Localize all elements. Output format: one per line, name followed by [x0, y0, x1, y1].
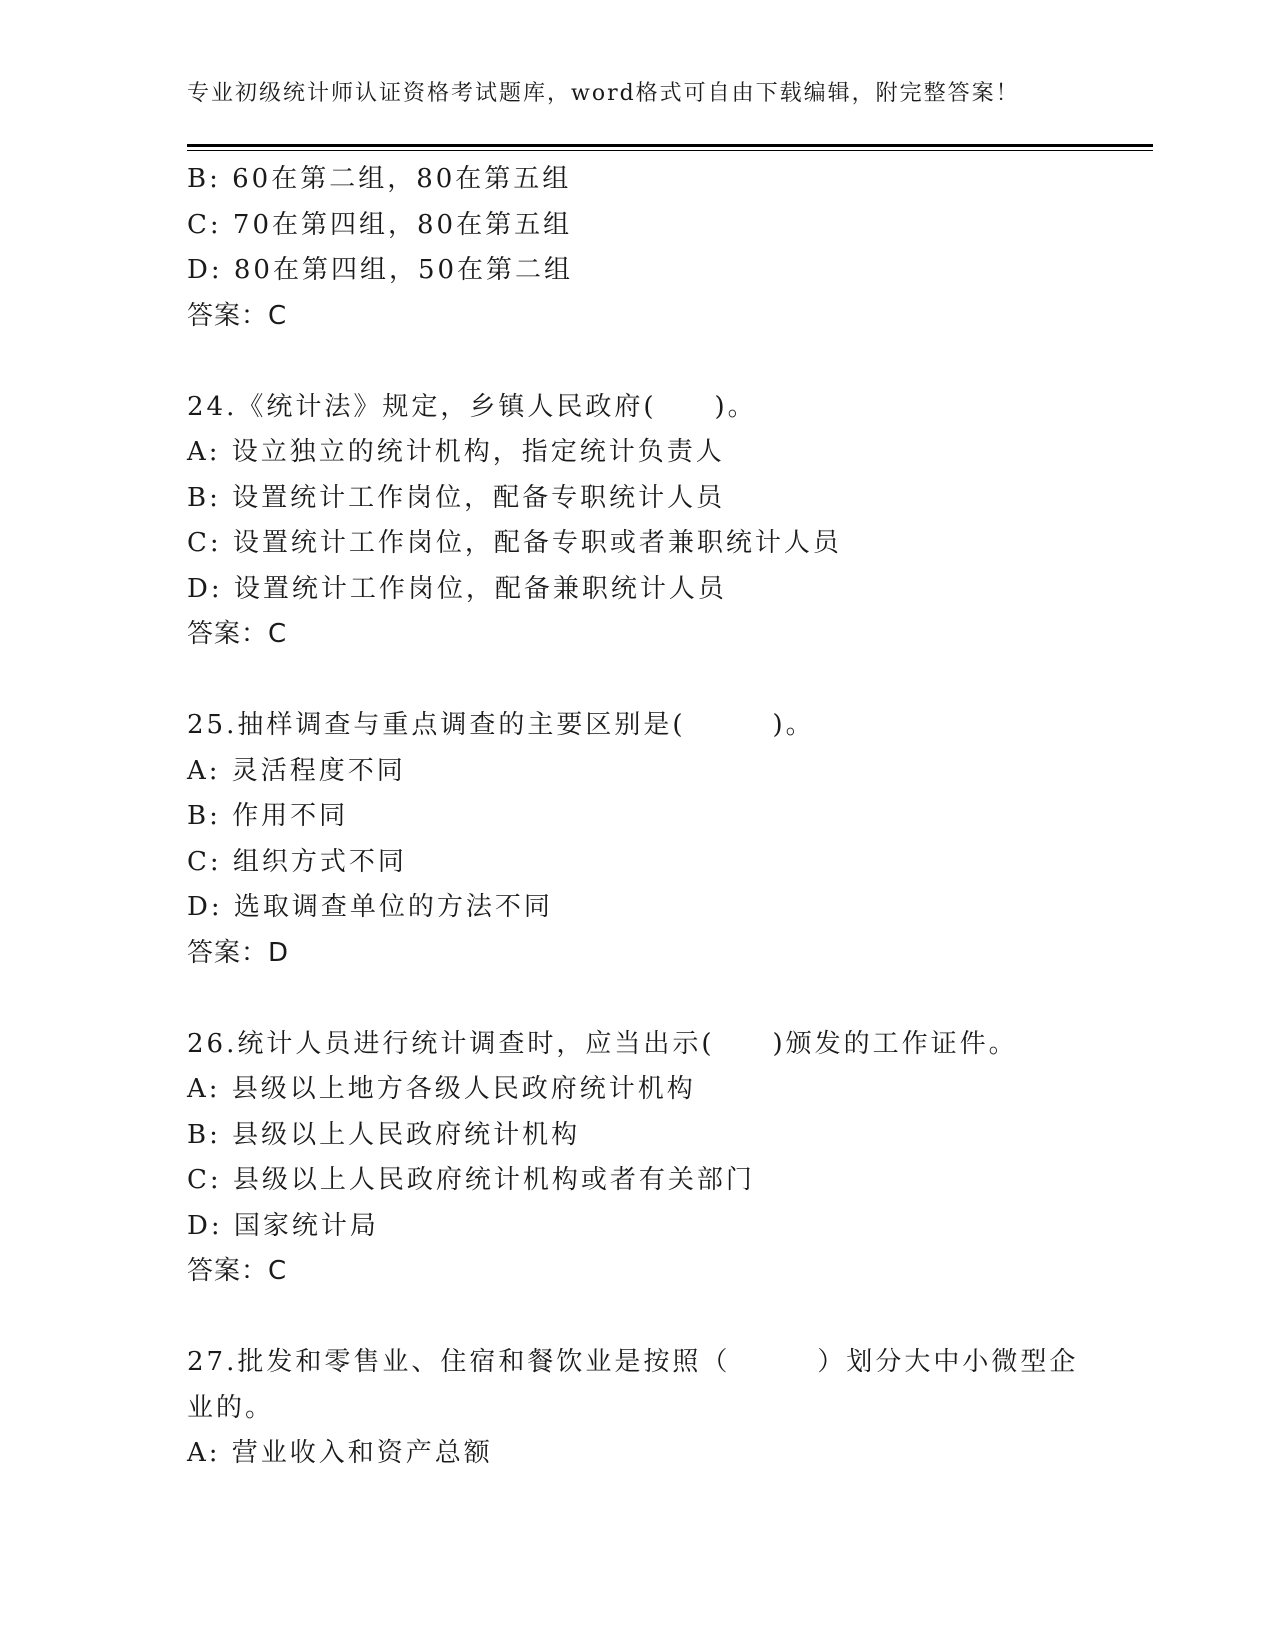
- option-d: D: 选取调查单位的方法不同: [187, 892, 553, 922]
- option-d: D: 国家统计局: [187, 1210, 379, 1241]
- option-c: C: 70在第四组，80在第五组: [187, 209, 573, 240]
- question-block-27: [187, 1340, 1087, 1477]
- spacer: [187, 976, 1087, 1022]
- answer: 答案：C: [187, 1256, 288, 1286]
- option-b: B: 设置统计工作岗位，配备专职统计人员: [187, 482, 726, 513]
- header-rule-thick: [187, 144, 1153, 147]
- option-a: A: 设立独立的统计机构，指定统计负责人: [187, 437, 725, 467]
- spacer: [187, 1295, 1087, 1341]
- answer: 答案：C: [187, 619, 288, 649]
- option-a: A: 县级以上地方各级人民政府统计机构: [187, 1074, 696, 1104]
- option-a: A: 灵活程度不同: [187, 755, 406, 786]
- answer: 答案：C: [187, 300, 288, 331]
- option-d: D: 设置统计工作岗位，配备兼职统计人员: [187, 573, 727, 604]
- option-a: A: 营业收入和资产总额: [187, 1438, 493, 1468]
- answer: 答案：D: [187, 937, 290, 968]
- question-block-26: [187, 1022, 1087, 1295]
- question-stem: 25.抽样调查与重点调查的主要区别是( )。: [187, 710, 815, 740]
- spacer: [187, 658, 1087, 704]
- header-rule-thin: [187, 150, 1153, 151]
- option-b: B: 县级以上人民政府统计机构: [187, 1119, 581, 1150]
- spacer: [187, 339, 1087, 385]
- option-d: D: 80在第四组，50在第二组: [187, 255, 574, 285]
- question-stem-line-1: 27.批发和零售业、住宿和餐饮业是按照（ ）划分大中小微型企: [187, 1347, 1079, 1377]
- question-block-25: [187, 703, 1087, 976]
- question-block-partial: [187, 157, 1087, 339]
- option-b: B: 60在第二组，80在第五组: [187, 164, 572, 194]
- option-c: C: 设置统计工作岗位，配备专职或者兼职统计人员: [187, 528, 842, 558]
- question-list: [187, 157, 1087, 1477]
- question-stem: 26.统计人员进行统计调查时，应当出示( )颁发的工作证件。: [187, 1028, 1018, 1059]
- question-block-24: [187, 385, 1087, 658]
- option-c: C: 县级以上人民政府统计机构或者有关部门: [187, 1165, 755, 1195]
- option-b: B: 作用不同: [187, 801, 349, 831]
- question-stem: 24.《统计法》规定，乡镇人民政府( )。: [187, 391, 757, 422]
- page-header: 专业初级统计师认证资格考试题库，word格式可自由下载编辑，附完整答案！: [187, 81, 1020, 106]
- question-stem-line-2: 业的。: [187, 1392, 275, 1423]
- option-c: C: 组织方式不同: [187, 846, 407, 877]
